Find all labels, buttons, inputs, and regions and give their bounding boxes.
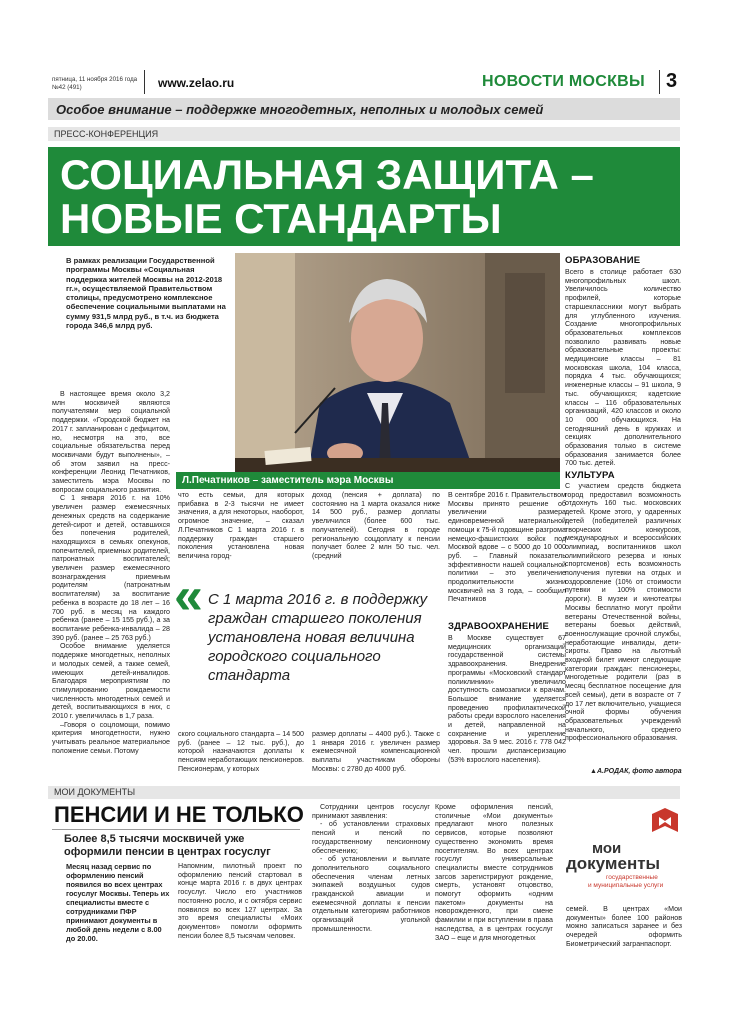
health-title: ЗДРАВООХРАНЕНИЕ bbox=[448, 621, 550, 632]
bottom-headline: ПЕНСИИ И НЕ ТОЛЬКО bbox=[54, 802, 304, 827]
culture-text: С участием средств бюджета город предоставил возможность отдохнуть 160 тыс. московских детей. Кроме этого, у одаренных детей (победителей различных творческих конкурсов, международных и всероссийских олимпиад, воспитанников школ олимпийского резерва и юных спортсменов) есть возможность получения путевки на отдых и оздоровление (10% от стоимости путевки и 100% стоимости дороги). В музеи и кинотеатры Москвы бесплатно могут пройти ветераны Отечественной войны, ветераны боевых действий, военнослужащие срочной службы, неработающие инвалиды, дети-сироты. Право на льготный входной билет имеют следующие категории граждан: пенсионеры, многодетные родители (раз в месяц бесплатное посещение для всей семьи), дети в возрасте от 7 до 17 лет включительно, учащиеся очной формы обучения образовательных учреждений начального, среднего профессионального образования. bbox=[565, 482, 681, 743]
bottom-lead: Месяц назад сервис по оформлению пенсий появился во всех центрах госуслуг Москвы. Теперь их специалисты вместе с сотрудниками ПФР принимают документы в любой день недели с 8.00 до 20.00. bbox=[66, 862, 170, 943]
bottom-col3-item2: - об установлении и выплате дополнительного социального обеспечения членам летных экипажей воздушных судов гражданской авиации и ежемесячной доплаты к пенсии отдельным категориям работников организаций угольной промышленности. bbox=[312, 855, 430, 933]
section-title: НОВОСТИ МОСКВЫ bbox=[482, 73, 645, 90]
moi-dokumenty-logo bbox=[566, 806, 680, 900]
health-text: В Москве существует 67 медицинских организаций государственной системы здравоохранения. Внедрение программы «Московский стандарт поликлиники» увеличило доступность самозаписи к врачам. Большое внимание уделяется проведению профилактической работы среди взрослого населения и детей, направленной на сохранение и укрепление здоровья. За 9 мес. 2016 г. 778 042 чел. прошли диспансеризацию (53% взрослого населения). bbox=[448, 634, 566, 764]
pull-quote: С 1 марта 2016 г. в поддержку граждан старшего поколения установлена новая величина городского социального стандарта bbox=[208, 591, 428, 684]
bottom-rubric: МОИ ДОКУМЕНТЫ bbox=[54, 787, 136, 797]
quote-mark: « bbox=[174, 567, 203, 625]
bottom-divider bbox=[52, 829, 300, 830]
headline-line1: СОЦИАЛЬНАЯ ЗАЩИТА – bbox=[60, 151, 594, 198]
header-divider bbox=[144, 70, 145, 94]
issue-number: №42 (491) bbox=[52, 84, 82, 91]
site-url[interactable]: www.zelao.ru bbox=[158, 76, 235, 90]
page-number: 3 bbox=[666, 70, 678, 92]
photo-credit: ▲А.РОДАК, фото автора bbox=[590, 768, 682, 775]
bottom-subhead: Более 8,5 тысячи москвичей уже оформили пенсии в центрах госуслуг bbox=[64, 833, 271, 858]
header-divider-2 bbox=[659, 70, 660, 94]
logo-mark-icon bbox=[650, 806, 680, 836]
article-col3-bottom: размер доплаты – 4400 руб.). Также с 1 января 2016 г. увеличен размер ежемесячной компенсационной выплаты участникам обороны Москвы: с 2780 до 4000 руб. bbox=[312, 730, 440, 773]
article-col4-top: В сентябре 2016 г. Правительством Москвы принято решение об увеличении размера единовременной материальной помощи к 75-й годовщине разгрома немецко-фашистских войск под Москвой вдове – с 5000 до 10 000 руб. – Главный показатель эффективности нашей социальной политики – это увеличение продолжительности жизни москвичей на 3 года, – сообщил Печатников bbox=[448, 491, 566, 604]
issue-date: пятница, 11 ноября 2016 года bbox=[52, 76, 138, 83]
col1-p1: В настоящее время около 3,2 млн москвичей являются получателями мер социальной поддержки. «Городской бюджет на 2017 г. запланирован с дефицитом, но, несмотря на это, все социальные обязательства перед москвичами будут выполнены», – об этом заявил на пресс-конференции Леонид Печатников, заместитель мэра Москвы по вопросам социального развития. bbox=[52, 390, 170, 494]
culture-title: КУЛЬТУРА bbox=[565, 470, 615, 481]
logo-line3: государственные bbox=[606, 874, 658, 881]
article-col3-top: доход (пенсия + доплата) по состоянию на 1 марта оказался ниже 14 500 руб., размер доплаты увеличился (более 600 тыс. получателей). Сегодня в городе региональную соцдоплату к пенсии получает более 2 млн 50 тыс. чел. (средний bbox=[312, 491, 440, 560]
lead-text: В рамках реализации Государственной программы Москвы «Социальная поддержка жителей Москвы на 2012-2018 гг.», осуществляемой Правительством столицы, предусмотрено комплексное обеспечение социальными выплатами на сумму 931,5 млрд руб., в т.ч. из бюджета города 346,6 млрд руб. bbox=[66, 256, 226, 331]
bottom-col2: Напомним, пилотный проект по оформлению пенсий стартовал в конце марта 2016 г. в двух центрах госуслуг. Число его участников постоянно росло, и с октября сервис появился во всех 127 центрах. За это время специалисты «Моих документов» помогли оформить пенсии более 8,5 тысячам человек. bbox=[178, 862, 302, 940]
article-col2-top: что есть семьи, для которых прибавка в 2-3 тысячи не имеет значения, а для некоторых, наоборот, огромное значение, – сказал Л.Печатников С 1 марта 2016 г. в поддержку граждан старшего поколения установлена новая величина город- bbox=[178, 491, 304, 560]
logo-line2: документы bbox=[566, 854, 661, 873]
headline-line2: НОВЫЕ СТАНДАРТЫ bbox=[60, 195, 502, 242]
article-col2-bottom: ского социального стандарта – 14 500 руб. (ранее – 12 тыс. руб.), до которой назначаются доплаты к пенсиям неработающих пенсионеров. Пенсионерам, у которых bbox=[178, 730, 304, 773]
education-text: Всего в столице работает 630 многопрофильных школ. Увеличилось количество профилей, которые старшеклассники могут выбрать для углубленного изучения. Создание многопрофильных образовательных комплексов позволило развивать новые образовательные проекты: медицинские классы – 81 московская школа, 104 класса, порядка 4 тыс. обучающихся; инженерные классы – 91 школа, 9 тыс. обучающихся; кадетские классы – 116 образовательных организаций, 420 классов и около 10 000 обучающихся. На сегодняшний день в кружках и секциях дополнительного образования только в системе образования занимается более 700 тыс. детей. bbox=[565, 268, 681, 468]
bottom-col3-intro: Сотрудники центров госуслуг принимают заявления: bbox=[312, 803, 430, 820]
bottom-col4: Кроме оформления пенсий, столичные «Мои документы» предлагают много полезных сервисов, которые позволяют существенно экономить время посетителям. Во всех центрах госуслуг универсальные специалисты вместе сотрудников загсов зарегистрируют рождение, смерть, установят отцовство, помогут оформить «одним пакетом» документы на новорожденного, при смене фамилии и при вступлении в права наследства, а в центрах госуслуг ЗАО – еще и для многодетных bbox=[435, 803, 553, 942]
education-title: ОБРАЗОВАНИЕ bbox=[565, 255, 641, 266]
logo-line1: мои bbox=[592, 840, 622, 857]
rubric: ПРЕСС-КОНФЕРЕНЦИЯ bbox=[54, 129, 159, 139]
bottom-rubric-bar bbox=[48, 786, 680, 799]
logo-line4: и муниципальные услуги bbox=[588, 882, 664, 889]
bottom-col3-item1: - об установлении страховых пенсий и пенсий по государственному пенсионному обеспечению; bbox=[312, 820, 430, 855]
speaker-photo bbox=[235, 253, 560, 489]
bottom-col3 bbox=[312, 803, 430, 953]
col1-p4: –Говоря о соцломощи, помимо критерия многодетности, нужно учитывать реальное материальное положение семьи. Потому bbox=[52, 720, 170, 755]
banner-text: Особое внимание – поддержке многодетных, неполных и молодых семей bbox=[56, 102, 544, 117]
article-col1 bbox=[52, 390, 170, 776]
bottom-col5: семей. В центрах «Мои документы» более 100 районов можно записаться заранее и без очередей оформить Биометрический загранпаспорт. bbox=[566, 905, 682, 948]
photo-credit-text: А.РОДАК, фото автора bbox=[596, 768, 682, 775]
photo-caption: Л.Печатников – заместитель мэра Москвы bbox=[182, 475, 394, 486]
col1-p3: Особое внимание уделяется поддержке многодетных, неполных и молодых семей, а также семей, имеющих детей-инвалидов. Благодаря мероприятиям по стимулированию рождаемости численность многодетных семей и детей, воспитывающихся в них, с 2010 г. увеличилась в 1,7 раза. bbox=[52, 642, 170, 721]
col1-p2: С 1 января 2016 г. на 10% увеличен размер ежемесячных денежных средств на содержание детей-сирот и детей, оставшихся без попечения родителей, находящихся в семьях опекунов, попечителей, приемных родителей, патронатных воспитателей; увеличен размер ежемесячного вознаграждения приемным родителям (патронатным воспитателям) за воспитание ребенка в возрасте до 18 лет – 16 700 руб. в месяц на каждого ребенка (ранее – 15 155 руб.), а за воспитание ребенка-инвалида – 28 390 руб. (ранее – 25 763 руб.) bbox=[52, 494, 170, 642]
